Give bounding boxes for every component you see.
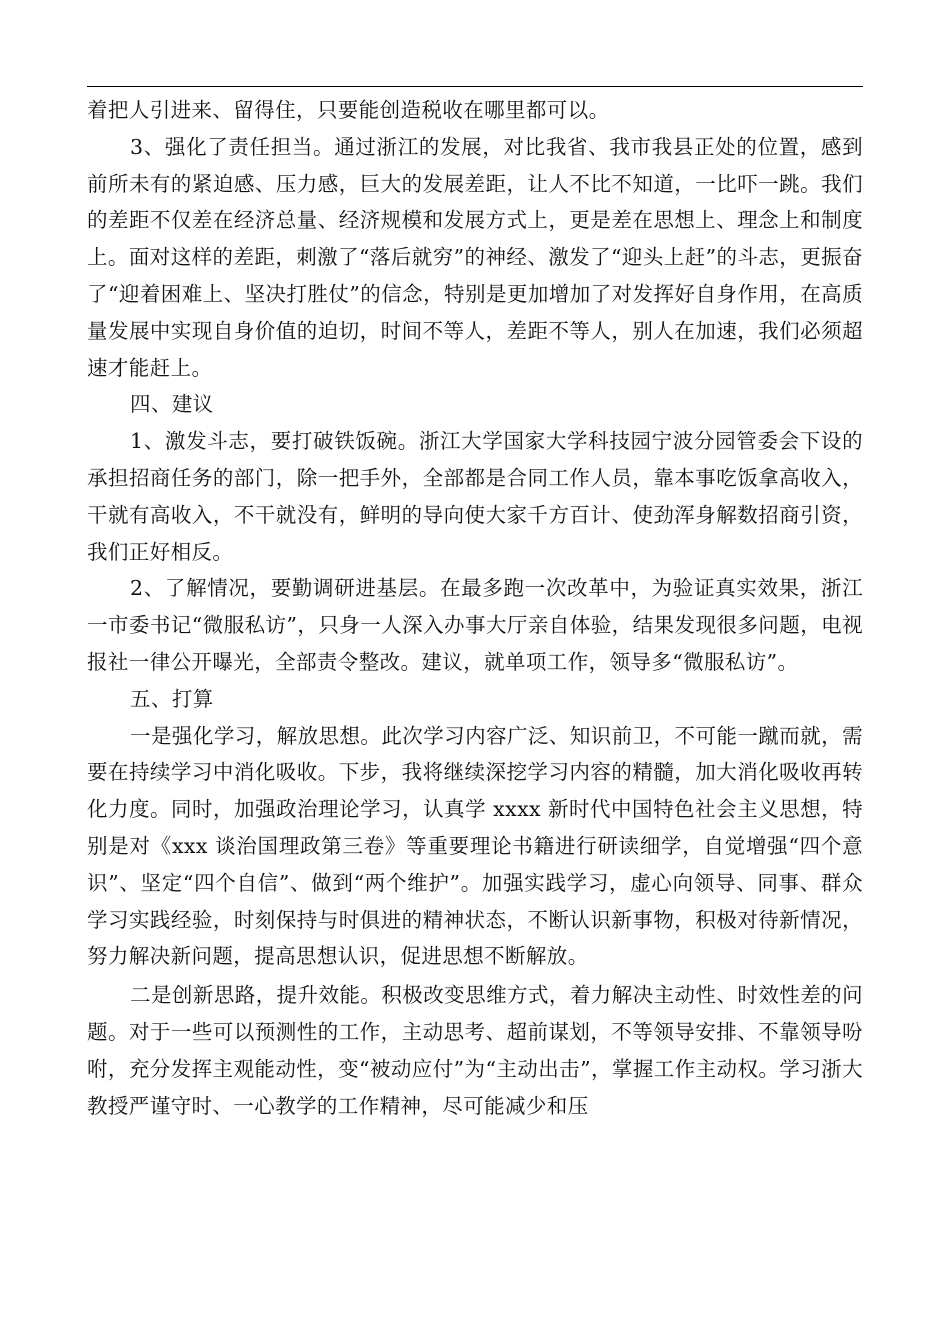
document-body xyxy=(87,92,863,1124)
paragraph-continuation: 着把人引进来、留得住，只要能创造税收在哪里都可以。 xyxy=(87,98,610,122)
paragraph-plan-2: 二是创新思路，提升效能。积极改变思维方式，着力解决主动性、时效性差的问题。对于一些可以预测性的工作，主动思考、超前谋划，不等领导安排、不靠领导吩咐，充分发挥主观能动性，变“被动应付”为“主动出击”，掌握工作主动权。学习浙大教授严谨守时、一心教学的工作精神，尽可能减少和压 xyxy=(87,983,863,1118)
paragraph-suggestion-1: 1、激发斗志，要打破铁饭碗。浙江大学国家大学科技园宁波分园管委会下设的承担招商任务的部门，除一把手外，全部都是合同工作人员，靠本事吃饭拿高收入，干就有高收入，不干就没有，鲜明的导向使大家千方百计、使劲浑身解数招商引资，我们正好相反。 xyxy=(87,429,863,564)
paragraph-suggestion-2: 2、了解情况，要勤调研进基层。在最多跑一次改革中，为验证真实效果，浙江一市委书记“微服私访”，只身一人深入办事大厅亲自体验，结果发现很多问题，电视报社一律公开曝光，全部责令整改。建议，就单项工作，领导多“微服私访”。 xyxy=(87,576,863,674)
header-rule xyxy=(87,86,863,87)
section-heading-plans: 五、打算 xyxy=(130,686,214,711)
paragraph-responsibility: 3、强化了责任担当。通过浙江的发展，对比我省、我市我县正处的位置，感到前所未有的紧迫感、压力感，巨大的发展差距，让人不比不知道，一比吓一跳。我们的差距不仅差在经济总量、经济规模和发展方式上，更是差在思想上、理念上和制度上。面对这样的差距，刺激了“落后就穷”的神经、激发了“迎头上赶”的斗志，更振奋了“迎着困难上、坚决打胜仗”的信念，特别是更加增加了对发挥好自身作用，在高质量发展中实现自身价值的迫切，时间不等人，差距不等人，别人在加速，我们必须超速才能赶上。 xyxy=(87,134,863,380)
paragraph-plan-1: 一是强化学习，解放思想。此次学习内容广泛、知识前卫，不可能一蹴而就，需要在持续学习中消化吸收。下步，我将继续深挖学习内容的精髓，加大消化吸收再转化力度。同时，加强政治理论学习，认真学 xxxx 新时代中国特色社会主义思想，特别是对《xxx 谈治国理政第三卷》等重要理论书籍进行研读细学，自觉增强“四个意识”、坚定“四个自信”、做到“两个维护”。加强实践学习，虚心向领导、同事、群众学习实践经验，时刻保持与时俱进的精神状态，不断认识新事物，积极对待新情况，努力解决新问题，提高思想认识，促进思想不断解放。 xyxy=(87,723,863,969)
section-heading-suggestions: 四、建议 xyxy=(130,392,214,417)
